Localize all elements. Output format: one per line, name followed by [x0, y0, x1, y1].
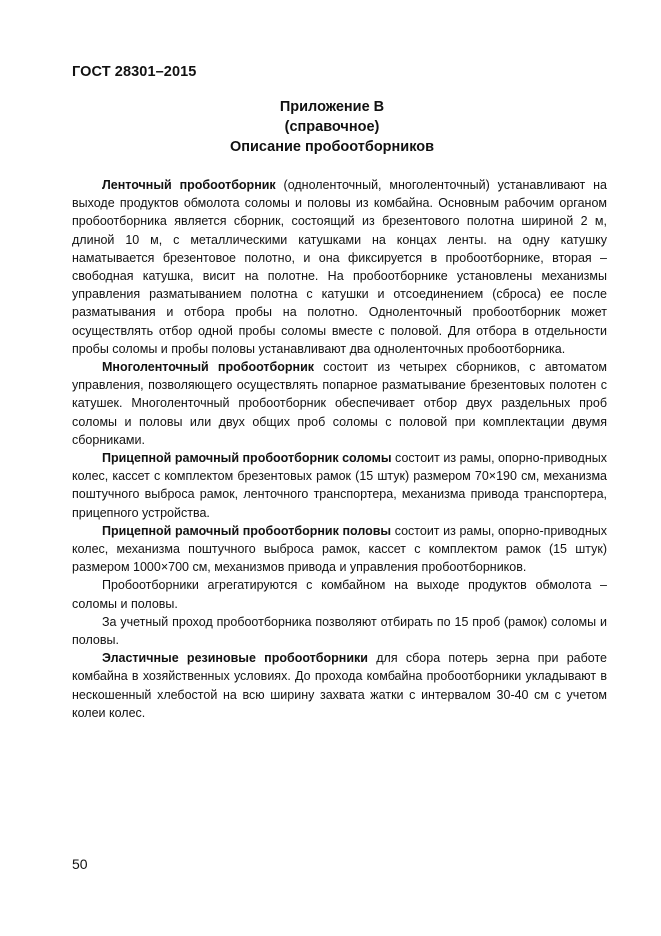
paragraph-body: состоит из четырех сборников, с автоматом управления, позволяющего осуществлять попарное разматывание брезентовых полотен с катушек. Многоленточный пробоотборник обеспечивает отбор двух раздельных проб соломы и половы или двух общих проб соломы с половой при комплектации двумя сборниками. — [72, 360, 607, 447]
body-text — [72, 176, 607, 722]
paragraph-chaff-frame-sampler — [72, 522, 607, 577]
appendix-type: (справочное) — [284, 119, 380, 135]
paragraph-term: Ленточный пробоотборник — [102, 178, 276, 192]
paragraph-body: состоит из рамы, опорно-приводных колес, кассет с комплектом брезентовых рамок (15 штук) размером 70×190 см, механизма поштучного выброса рамок, ленточного транспортера, механизма привода транспортера, прицепного устройства. — [72, 451, 607, 520]
appendix-heading: Описание пробоотборников — [229, 139, 435, 155]
paragraph-ribbon-sampler — [72, 176, 607, 358]
standard-header: ГОСТ 28301–2015 — [72, 64, 197, 80]
paragraph-body: состоит из рамы, опорно-приводных колес, механизма поштучного выброса рамок, кассет с комплектом рамок (15 штук) размером 1000×700 см, механизмов привода и управления пробоотборников. — [72, 523, 607, 575]
paragraph-rubber-samplers — [72, 649, 607, 722]
appendix-heading-block — [72, 97, 592, 157]
paragraph-body: Пробоотборники агрегатируются с комбайном на выходе продуктов обмолота – соломы и половы. — [72, 578, 607, 611]
page-number: 50 — [72, 856, 88, 872]
paragraph-term: Прицепной рамочный пробоотборник соломы — [102, 451, 392, 466]
paragraph-multi-ribbon-sampler — [72, 358, 607, 449]
paragraph-body: для сбора потерь зерна при работе комбайна в хозяйственных условиях. До прохода комбайна пробоотборники укладывают в нескошенный хлебостой на всю ширину захвата жатки с интервалом 30-40 см с учетом колеи колес. — [72, 651, 607, 720]
paragraph-straw-frame-sampler — [72, 449, 607, 522]
paragraph-body: (одноленточный, многоленточный) устанавливают на выходе продуктов обмолота соломы и половы из комбайна. Основным рабочим органом пробоотборника является сборник, состоящий из брезентового полотна шириной 2 м, длиной 10 м, с металлическими катушками на концах ленты. на одну катушку наматывается брезентовое полотно, и она фиксируется в пробоотборнике, вторая – свободная катушка, висит на полотне. На пробоотборнике установлены механизмы управления разматыванием полотна с катушки и отсоединением (сброса) ее после разматывания и отбора пробы на полотно. Одноленточный пробоотборник может осуществлять отбор одной пробы соломы вместе с половой. Для отбора в отдельности пробы соломы и пробы половы устанавливают два одноленточных пробоотборника. — [72, 178, 607, 356]
appendix-title: Приложение В — [279, 99, 385, 115]
paragraph-pass-count — [72, 613, 607, 649]
paragraph-aggregation — [72, 576, 607, 612]
paragraph-term: Эластичные резиновые пробоотборники — [102, 651, 368, 666]
paragraph-body: За учетный проход пробоотборника позволяют отбирать по 15 проб (рамок) соломы и половы. — [72, 614, 607, 648]
paragraph-term: Прицепной рамочный пробоотборник половы — [102, 523, 392, 538]
paragraph-term: Многоленточный пробоотборник — [102, 360, 315, 375]
